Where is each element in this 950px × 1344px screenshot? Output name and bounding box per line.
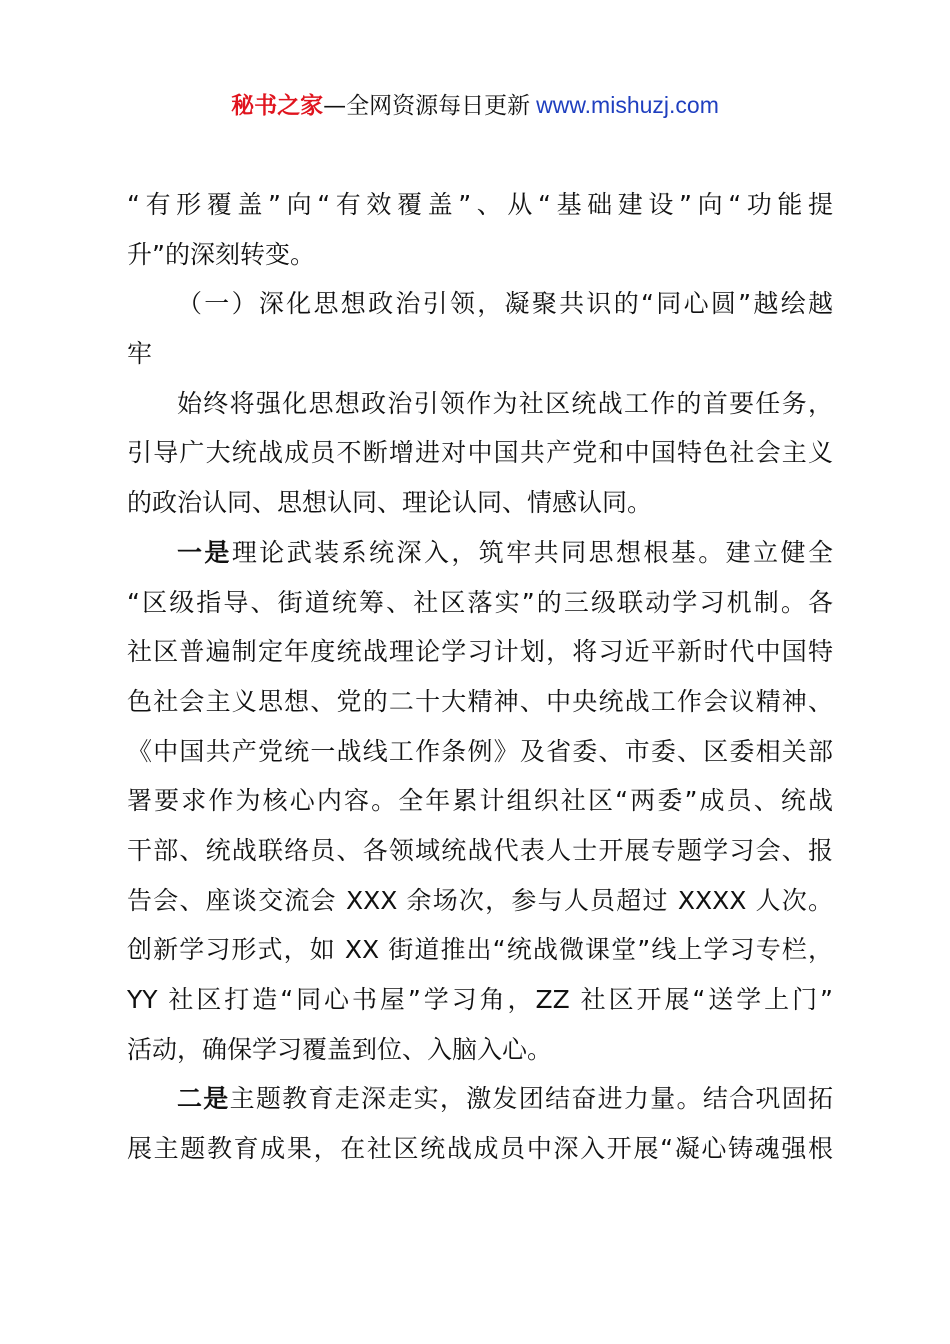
line-text: 引导广大统战成员不断增进对中国共产党和中国特色社会主义	[127, 438, 833, 468]
line-text: 告会、座谈交流会 XXX 余场次，参与人员超过 XXXX 人次。	[127, 885, 833, 915]
text-line	[127, 876, 833, 926]
line-text: 的政治认同、思想认同、理论认同、情感认同。	[127, 488, 653, 518]
text-line	[127, 776, 833, 826]
line-text: 干部、统战联络员、各领域统战代表人士开展专题学习会、报	[127, 835, 833, 865]
lead-label: 二是	[177, 1084, 230, 1114]
text-line	[127, 975, 833, 1025]
text-line	[127, 1025, 833, 1075]
line-text: “区级指导、街道统筹、社区落实”的三级联动学习机制。各	[127, 587, 833, 617]
paragraph-start	[127, 1074, 833, 1124]
section-heading	[127, 279, 833, 329]
brand-name: 秘书之家	[231, 93, 324, 119]
line-text: 牢	[127, 339, 153, 369]
header-dash: —	[323, 93, 347, 119]
text-line	[127, 180, 833, 230]
document-body	[127, 180, 833, 1174]
text-line	[127, 230, 833, 280]
text-line	[127, 578, 833, 628]
text-line	[127, 627, 833, 677]
text-line	[127, 677, 833, 727]
website-link[interactable]: www.mishuzj.com	[536, 92, 719, 118]
lead-label: 一是	[177, 537, 232, 567]
text-line	[127, 727, 833, 777]
paragraph-start	[127, 379, 833, 429]
page-header	[0, 88, 950, 123]
text-line	[127, 925, 833, 975]
line-text: 升”的深刻转变。	[127, 239, 315, 269]
paragraph-start	[127, 528, 833, 578]
line-text: YY 社区打造“同心书屋”学习角，ZZ 社区开展“送学上门”	[127, 985, 833, 1014]
line-text: 色社会主义思想、党的二十大精神、中央统战工作会议精神、	[127, 686, 833, 716]
line-text: 理论武装系统深入，筑牢共同思想根基。建立健全	[231, 537, 833, 567]
text-line	[127, 478, 833, 528]
line-text: 创新学习形式，如 XX 街道推出“统战微课堂”线上学习专栏，	[127, 935, 833, 965]
line-text: 主题教育走深走实，激发团结奋进力量。结合巩固拓	[229, 1084, 833, 1114]
text-line	[127, 1124, 833, 1174]
line-text: 社区普遍制定年度统战理论学习计划，将习近平新时代中国特	[127, 637, 833, 667]
line-text: 《中国共产党统一战线工作条例》及省委、市委、区委相关部	[127, 736, 833, 766]
line-text: 署要求作为核心内容。全年累计组织社区“两委”成员、统战	[127, 786, 833, 816]
line-text: 展主题教育成果，在社区统战成员中深入开展“凝心铸魂强根	[127, 1134, 833, 1164]
line-text: “有形覆盖”向“有效覆盖”、从“基础建设”向“功能提	[127, 190, 833, 219]
line-text: （一）深化思想政治引领，凝聚共识的“同心圆”越绘越	[177, 289, 833, 319]
header-tagline: 全网资源每日更新	[346, 93, 531, 119]
line-text: 始终将强化思想政治引领作为社区统战工作的首要任务，	[177, 388, 833, 418]
text-line	[127, 428, 833, 478]
line-text: 活动，确保学习覆盖到位、入脑入心。	[127, 1034, 553, 1064]
text-line	[127, 826, 833, 876]
section-heading-end	[127, 329, 833, 379]
